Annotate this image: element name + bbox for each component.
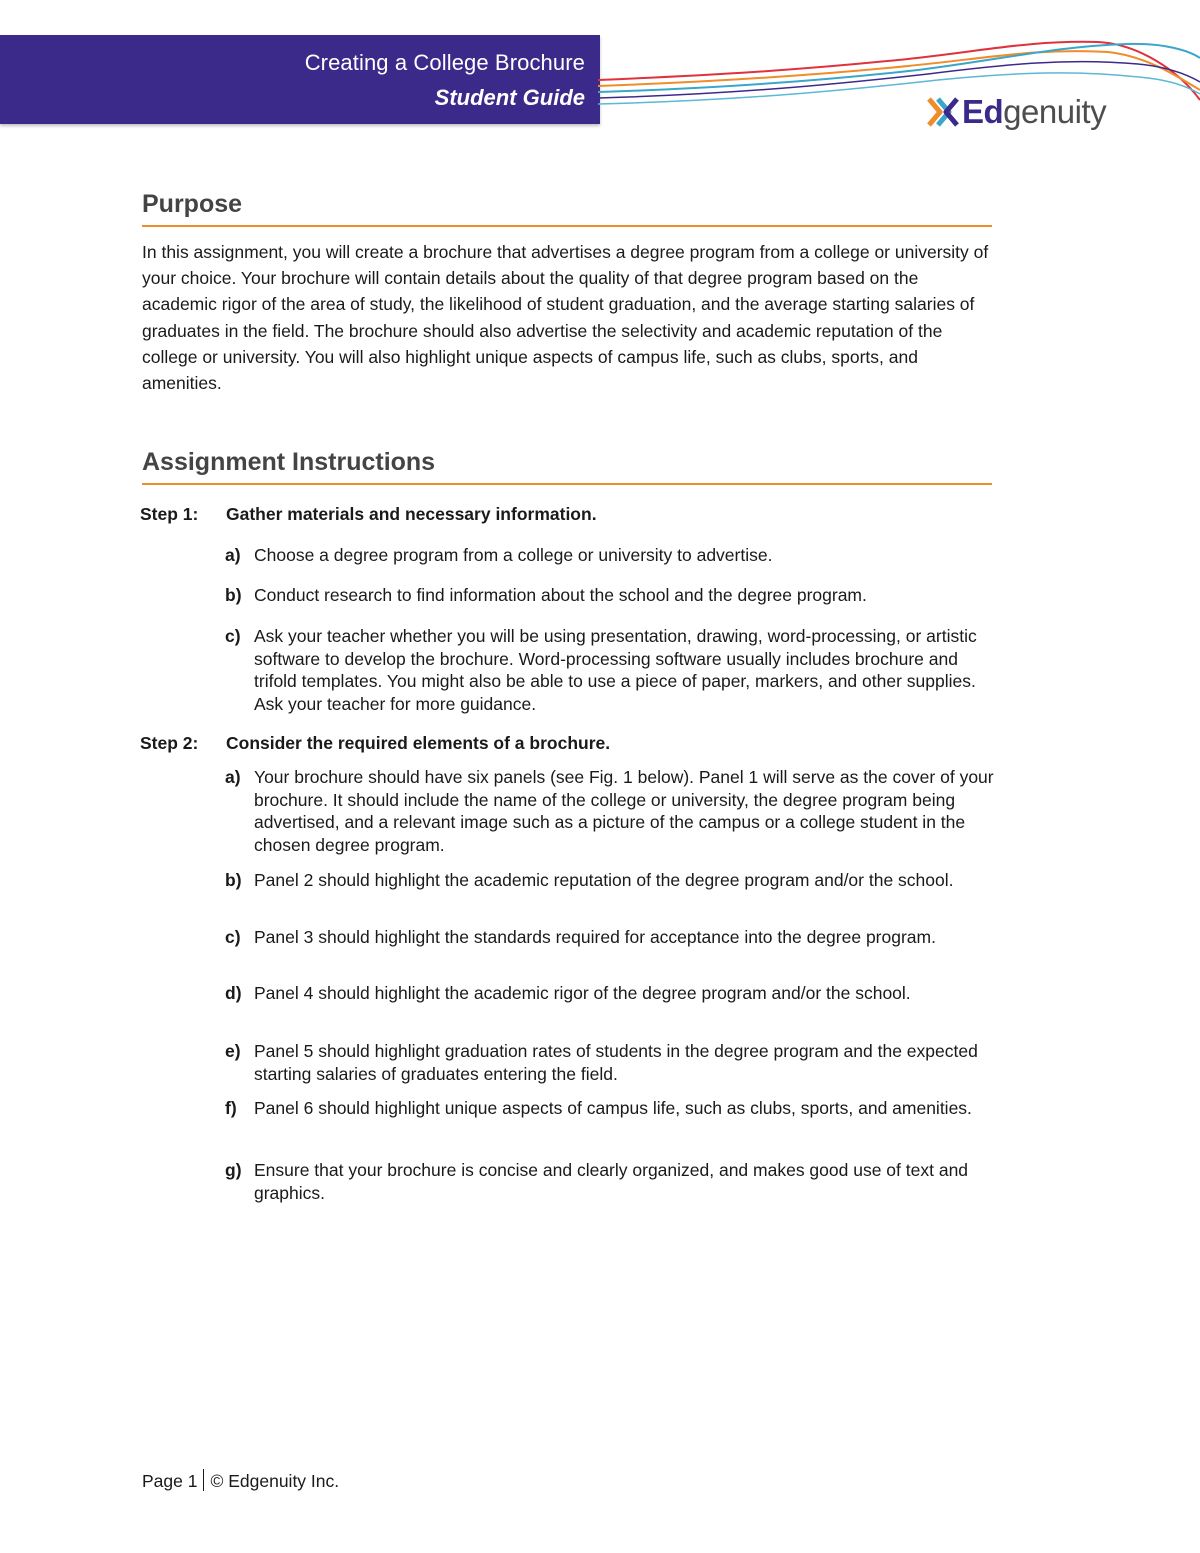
step-2-heading bbox=[140, 733, 1000, 754]
list-item-text: Ask your teacher whether you will be using presentation, drawing, word-processing, or artistic software to develop the brochure. Word-processing software usually includes brochure and trifold templates. You might also be able to use a piece of paper, markers, and other supplies. Ask your teacher for more guidance. bbox=[254, 626, 977, 714]
list-item-text: Panel 3 should highlight the standards required for acceptance into the degree program. bbox=[254, 927, 936, 947]
list-item-letter: d) bbox=[225, 983, 242, 1003]
step-title: Gather materials and necessary information. bbox=[226, 504, 597, 524]
step-1-heading bbox=[140, 504, 1000, 525]
decorative-waves bbox=[598, 30, 1200, 130]
list-item-letter: e) bbox=[225, 1041, 241, 1061]
list-item bbox=[225, 1040, 995, 1085]
list-item bbox=[225, 544, 995, 567]
list-item bbox=[225, 625, 995, 715]
step-title: Consider the required elements of a brochure. bbox=[226, 733, 611, 753]
list-item bbox=[225, 1159, 995, 1204]
edgenuity-logo bbox=[926, 92, 1106, 132]
list-item bbox=[225, 766, 995, 856]
logo-wordmark-bold: Ed bbox=[962, 93, 1004, 130]
page-footer bbox=[142, 1469, 339, 1492]
list-item bbox=[225, 1097, 995, 1120]
copyright: © Edgenuity Inc. bbox=[210, 1471, 340, 1491]
list-item-letter: f) bbox=[225, 1098, 237, 1118]
list-item-text: Conduct research to find information about the school and the degree program. bbox=[254, 585, 867, 605]
document-title: Creating a College Brochure bbox=[304, 50, 585, 75]
list-item-letter: b) bbox=[225, 585, 242, 605]
list-item-letter: g) bbox=[225, 1160, 242, 1180]
list-item-letter: a) bbox=[225, 545, 241, 565]
list-item-text: Panel 6 should highlight unique aspects of campus life, such as clubs, sports, and amenities. bbox=[254, 1098, 972, 1118]
list-item-letter: c) bbox=[225, 927, 241, 947]
edgenuity-x-icon bbox=[926, 95, 960, 129]
list-item-text: Your brochure should have six panels (see Fig. 1 below). Panel 1 will serve as the cover of your brochure. It should include the name of the college or university, the degree program being advertised, and a relevant image such as a picture of the campus or a college student in the chosen degree program. bbox=[254, 767, 994, 855]
logo-wordmark bbox=[962, 93, 1106, 131]
list-item-text: Panel 5 should highlight graduation rates of students in the degree program and the expected starting salaries of graduates entering the field. bbox=[254, 1041, 978, 1084]
purpose-body: In this assignment, you will create a brochure that advertises a degree program from a college or university of your choice. Your brochure will contain details about the quality of that degree program based on the academic rigor of the area of study, the likelihood of student graduation, and the average starting salaries of graduates in the field. The brochure should also advertise the selectivity and academic reputation of the college or university. You will also highlight unique aspects of campus life, such as clubs, sports, and amenities. bbox=[142, 242, 989, 394]
logo-wordmark-light: genuity bbox=[1003, 93, 1107, 130]
list-item-text: Choose a degree program from a college or university to advertise. bbox=[254, 545, 773, 565]
list-item-letter: c) bbox=[225, 626, 241, 646]
instructions-heading: Assignment Instructions bbox=[142, 448, 992, 485]
list-item bbox=[225, 584, 995, 607]
header-band bbox=[0, 35, 600, 124]
document-subtitle: Student Guide bbox=[434, 85, 585, 110]
list-item-text: Panel 2 should highlight the academic reputation of the degree program and/or the school. bbox=[254, 870, 954, 890]
footer-divider bbox=[203, 1469, 204, 1491]
step-label: Step 1: bbox=[140, 504, 199, 524]
step-label: Step 2: bbox=[140, 733, 199, 753]
list-item-text: Panel 4 should highlight the academic rigor of the degree program and/or the school. bbox=[254, 983, 911, 1003]
list-item bbox=[225, 926, 995, 949]
list-item bbox=[225, 869, 995, 892]
list-item-letter: b) bbox=[225, 870, 242, 890]
list-item-letter: a) bbox=[225, 767, 241, 787]
list-item-text: Ensure that your brochure is concise and clearly organized, and makes good use of text and graphics. bbox=[254, 1160, 969, 1203]
list-item bbox=[225, 982, 995, 1005]
purpose-heading: Purpose bbox=[142, 190, 992, 227]
page-number: Page 1 bbox=[142, 1471, 198, 1491]
